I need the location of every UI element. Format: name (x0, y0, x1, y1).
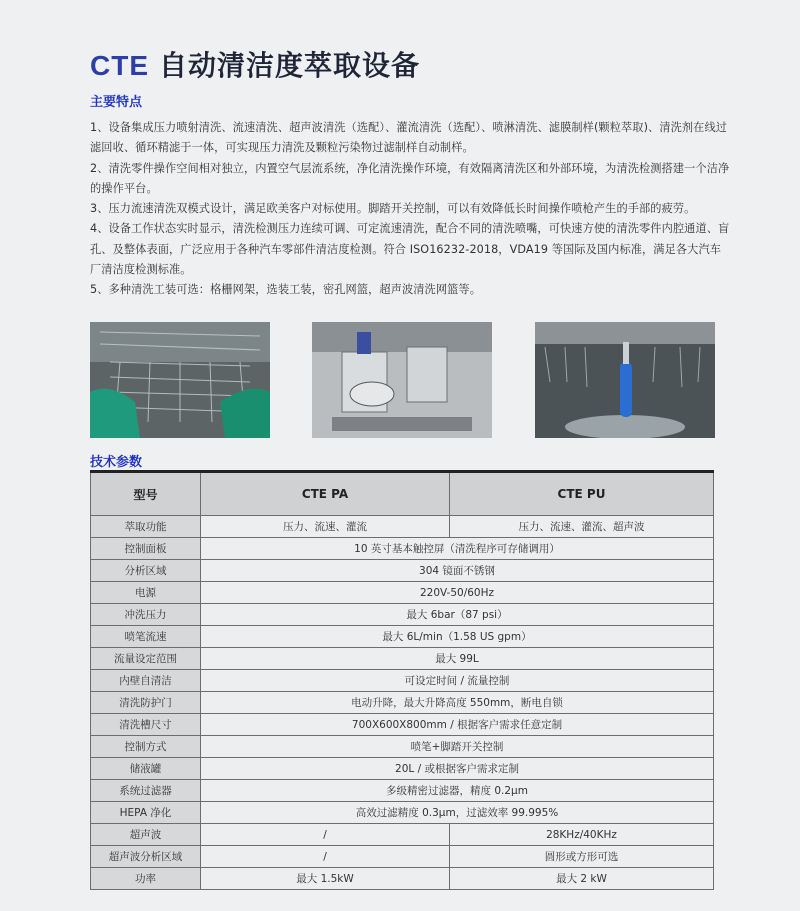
row-label: HEPA 净化 (91, 802, 201, 824)
feature-item: 3、压力流速清洗双模式设计，满足欧美客户对标使用。脚踏开关控制，可以有效降低长时间操作喷枪产生的手部的疲劳。 (90, 202, 696, 216)
row-value: 最大 6bar（87 psi） (201, 604, 714, 626)
row-value-pa: / (201, 846, 450, 868)
row-value: 喷笔+脚踏开关控制 (201, 736, 714, 758)
title-text: 自动清洁度萃取设备 (159, 50, 421, 81)
feature-item: 1、设备集成压力喷射清洗、流速清洗、超声波清洗（选配）、灌流清洗（选配）、喷淋清洗、滤膜制样(颗粒萃取)、清洗剂在线过滤回收、循环精滤于一体，可实现压力清洗及颗粒污染物过滤制样自动制样。 (90, 121, 728, 155)
row-value-pu: 圆形或方形可选 (450, 846, 714, 868)
row-value-pu: 最大 2 kW (450, 868, 714, 890)
page-title (90, 44, 420, 84)
header-cte-pu: CTE PU (450, 472, 714, 516)
row-label: 冲洗压力 (91, 604, 201, 626)
row-value: 高效过滤精度 0.3μm，过滤效率 99.995% (201, 802, 714, 824)
features-list (90, 118, 730, 301)
table-row (91, 516, 714, 538)
feature-item: 4、设备工作状态实时显示，清洗检测压力连续可调、可定流速清洗，配合不同的清洗喷嘴，可快速方使的清洗零件内腔通道、盲孔、及整体表面，广泛应用于各种汽车零部件清洁度检测。符合 ISO16232-2018，VDA19 等国际及国内标准，满足各大汽车厂清洁度检测标准。 (90, 222, 730, 277)
row-label: 清洗槽尺寸 (91, 714, 201, 736)
header-cte-pa: CTE PA (201, 472, 450, 516)
row-label: 清洗防护门 (91, 692, 201, 714)
row-label: 萃取功能 (91, 516, 201, 538)
row-label: 内壁自清洁 (91, 670, 201, 692)
row-label: 超声波分析区域 (91, 846, 201, 868)
table-row (91, 582, 714, 604)
header-model: 型号 (91, 472, 201, 516)
row-value: 700X600X800mm / 根据客户需求任意定制 (201, 714, 714, 736)
features-heading: 主要特点 (90, 95, 143, 110)
row-value: 电动升降，最大升降高度 550mm，断电自锁 (201, 692, 714, 714)
row-label: 超声波 (91, 824, 201, 846)
photo-fixture (312, 322, 492, 438)
table-row (91, 648, 714, 670)
feature-item: 5、多种清洗工装可选：格栅网架，选装工装，密孔网篮，超声波清洗网篮等。 (90, 283, 481, 297)
table-row (91, 604, 714, 626)
table-row (91, 560, 714, 582)
row-value: 304 镜面不锈钢 (201, 560, 714, 582)
row-label: 系统过滤器 (91, 780, 201, 802)
row-label: 功率 (91, 868, 201, 890)
spec-table (90, 470, 714, 890)
table-header-row (91, 472, 714, 516)
table-row (91, 670, 714, 692)
row-value-pu: 28KHz/40KHz (450, 824, 714, 846)
row-value: 10 英寸基本触控屏（清洗程序可存储调用） (201, 538, 714, 560)
row-value: 220V-50/60Hz (201, 582, 714, 604)
table-row (91, 868, 714, 890)
row-value-pa: 压力、流速、灌流 (201, 516, 450, 538)
row-value-pu: 压力、流速、灌流、超声波 (450, 516, 714, 538)
row-label: 分析区域 (91, 560, 201, 582)
spec-heading: 技术参数 (90, 455, 143, 470)
row-label: 流量设定范围 (91, 648, 201, 670)
table-row (91, 846, 714, 868)
table-row (91, 714, 714, 736)
table-row (91, 824, 714, 846)
row-label: 控制面板 (91, 538, 201, 560)
row-label: 控制方式 (91, 736, 201, 758)
row-value: 20L / 或根据客户需求定制 (201, 758, 714, 780)
row-value: 最大 6L/min（1.58 US gpm） (201, 626, 714, 648)
table-row (91, 780, 714, 802)
row-value: 最大 99L (201, 648, 714, 670)
row-value: 多级精密过滤器，精度 0.2μm (201, 780, 714, 802)
row-value: 可设定时间 / 流量控制 (201, 670, 714, 692)
table-row (91, 802, 714, 824)
photo-cleaning-basket (90, 322, 270, 438)
row-value-pa: 最大 1.5kW (201, 868, 450, 890)
row-label: 喷笔流速 (91, 626, 201, 648)
feature-item: 2、清洗零件操作空间相对独立，内置空气层流系统，净化清洗操作环境，有效隔离清洗区和外部环境，为清洗检测搭建一个洁净的操作平台。 (90, 161, 730, 195)
row-value-pa: / (201, 824, 450, 846)
table-row (91, 758, 714, 780)
title-brand: CTE (90, 50, 149, 81)
table-row (91, 736, 714, 758)
row-label: 储液罐 (91, 758, 201, 780)
photo-spray-nozzle (535, 322, 715, 438)
table-row (91, 538, 714, 560)
table-row (91, 626, 714, 648)
product-photos (0, 322, 800, 438)
row-label: 电源 (91, 582, 201, 604)
table-row (91, 692, 714, 714)
